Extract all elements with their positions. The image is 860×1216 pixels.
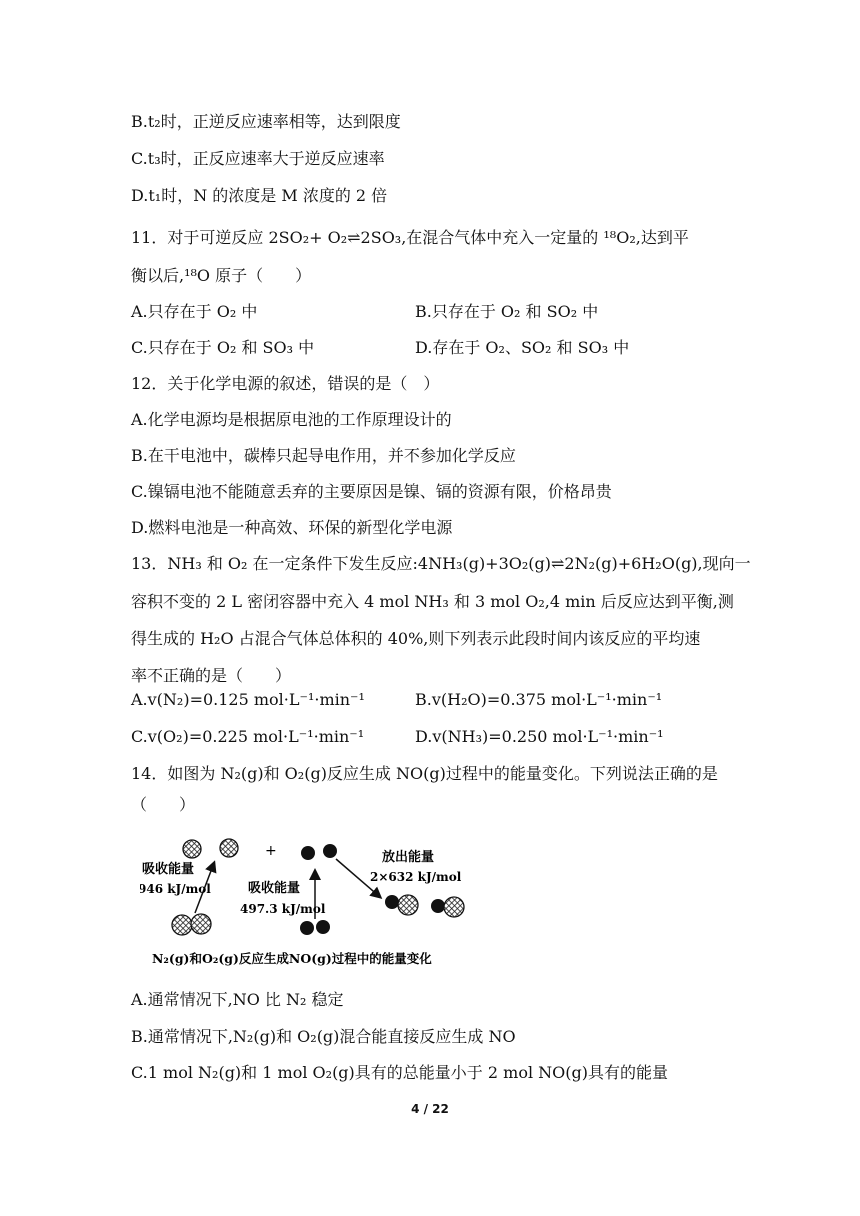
- absorb-label-2: 吸收能量: [248, 881, 301, 896]
- q13-option-row-1: [131, 690, 663, 710]
- q12-option-a: A.化学电源均是根据原电池的工作原理设计的: [131, 410, 452, 429]
- q12-stem: 12．关于化学电源的叙述，错误的是（ ）: [131, 374, 440, 393]
- release-label: 放出能量: [382, 850, 435, 865]
- q12-option-d: D.燃料电池是一种高效、环保的新型化学电源: [131, 518, 453, 537]
- q11-option-row-2: [131, 338, 630, 358]
- release-value: 2×632 kJ/mol: [370, 870, 462, 884]
- q11-option-c: C.只存在于 O₂ 和 SO₃ 中: [131, 338, 315, 357]
- n-atom-top-right: [220, 839, 238, 857]
- no-molecule-2: [431, 897, 464, 917]
- absorb-label-1: 吸收能量: [142, 862, 195, 877]
- q11-stem-line-1: 11．对于可逆反应 2SO₂+ O₂⇌2SO₃,在混合气体中充入一定量的 ¹⁸O₂,达到平: [131, 228, 689, 247]
- q11-option-d: D.存在于 O₂、SO₂ 和 SO₃ 中: [415, 338, 630, 357]
- q10-option-d: D.t₁时，N 的浓度是 M 浓度的 2 倍: [131, 186, 388, 205]
- o-atom-top-left: [301, 846, 315, 860]
- q14-stem-line-2: （ ）: [131, 795, 196, 814]
- q13-option-a: A.v(N₂)=0.125 mol·L⁻¹·min⁻¹: [131, 690, 365, 709]
- q14-option-a: A.通常情况下,NO 比 N₂ 稳定: [131, 990, 344, 1009]
- q13-option-row-2: [131, 727, 664, 747]
- q13-stem-line-2: 容积不变的 2 L 密闭容器中充入 4 mol NH₃ 和 3 mol O₂,4 min 后反应达到平衡,测: [131, 592, 734, 611]
- q14-stem-line-1: 14．如图为 N₂(g)和 O₂(g)反应生成 NO(g)过程中的能量变化。下列说法正确的是: [131, 764, 718, 783]
- q11-option-row-1: [131, 302, 599, 322]
- q13-option-b: B.v(H₂O)=0.375 mol·L⁻¹·min⁻¹: [415, 690, 663, 709]
- n-atom-top-left: [183, 840, 201, 858]
- figure-caption: N₂(g)和O₂(g)反应生成NO(g)过程中的能量变化: [152, 951, 432, 966]
- no-molecule-1: [385, 895, 418, 915]
- q14-option-c: C.1 mol N₂(g)和 1 mol O₂(g)具有的总能量小于 2 mol NO(g)具有的能量: [131, 1063, 668, 1082]
- plus-sign: +: [265, 843, 277, 859]
- q12-option-b: B.在干电池中，碳棒只起导电作用，并不参加化学反应: [131, 446, 516, 465]
- q11-option-b: B.只存在于 O₂ 和 SO₂ 中: [415, 302, 599, 321]
- q12-option-c: C.镍镉电池不能随意丢弃的主要原因是镍、镉的资源有限，价格昂贵: [131, 482, 612, 501]
- q11-option-a: A.只存在于 O₂ 中: [131, 302, 258, 321]
- energy-diagram: [140, 835, 480, 970]
- q13-stem-line-1: 13．NH₃ 和 O₂ 在一定条件下发生反应:4NH₃(g)+3O₂(g)⇌2N₂(g)+6H₂O(g),现向一: [131, 554, 751, 573]
- q13-stem-line-3: 得生成的 H₂O 占混合气体总体积的 40%,则下列表示此段时间内该反应的平均速: [131, 629, 701, 648]
- energy-diagram-svg: [140, 835, 480, 970]
- o2-atom-right: [316, 920, 330, 934]
- q13-option-d: D.v(NH₃)=0.250 mol·L⁻¹·min⁻¹: [415, 727, 664, 746]
- q11-stem-line-2: 衡以后,¹⁸O 原子（ ）: [131, 266, 312, 285]
- q14-option-b: B.通常情况下,N₂(g)和 O₂(g)混合能直接反应生成 NO: [131, 1027, 516, 1046]
- q10-option-c: C.t₃时，正反应速率大于逆反应速率: [131, 149, 385, 168]
- q13-stem-line-4: 率不正确的是（ ）: [131, 666, 292, 685]
- o2-atom-left: [300, 921, 314, 935]
- q13-option-c: C.v(O₂)=0.225 mol·L⁻¹·min⁻¹: [131, 727, 365, 746]
- absorb-value-1: 946 kJ/mol: [140, 882, 211, 896]
- o-atom-top-right: [323, 844, 337, 858]
- absorb-value-2: 497.3 kJ/mol: [240, 902, 326, 916]
- n2-molecule: [172, 914, 211, 935]
- q10-option-b: B.t₂时，正逆反应速率相等，达到限度: [131, 112, 401, 131]
- page-number: 4 / 22: [411, 1102, 449, 1116]
